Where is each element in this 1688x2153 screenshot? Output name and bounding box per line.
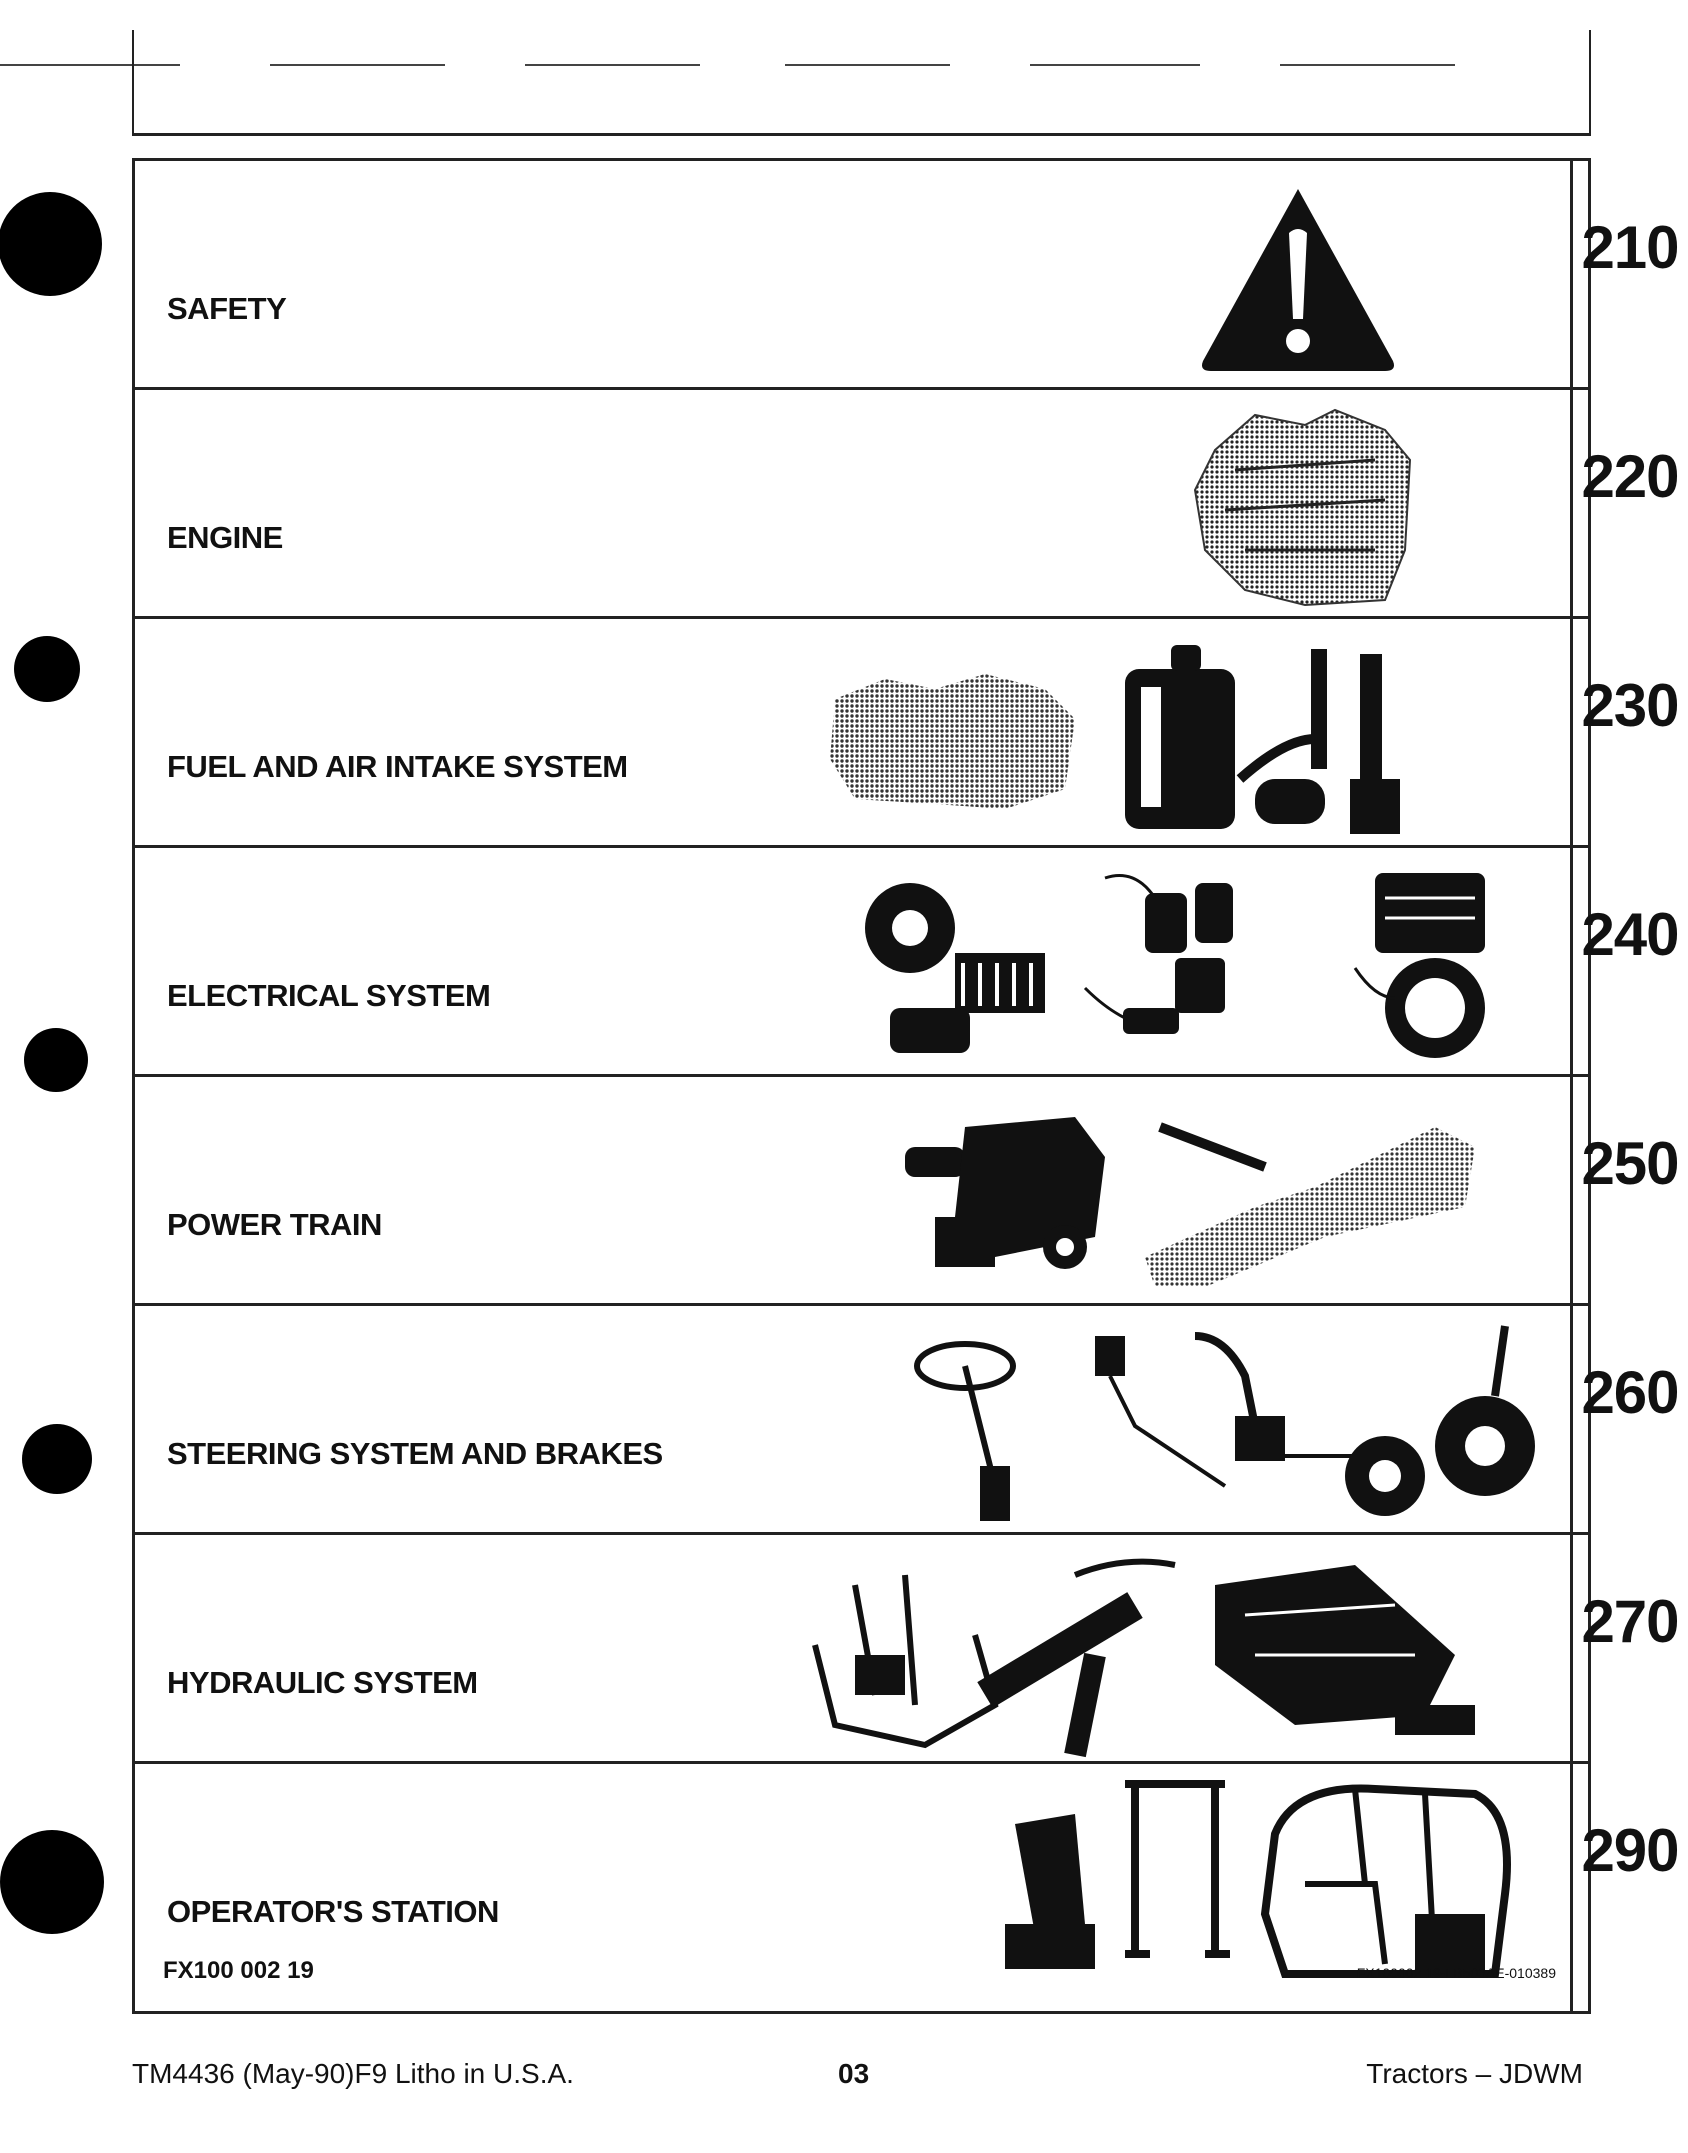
fuel-air-intake-illustration — [815, 629, 1565, 839]
binder-hole — [22, 1424, 92, 1494]
section-row-operators-station[interactable] — [135, 1764, 1679, 1993]
section-label: FUEL AND AIR INTAKE SYSTEM — [167, 749, 628, 784]
figure-code-left: FX100 002 19 — [163, 1957, 314, 1984]
operator-station-illustration — [975, 1774, 1555, 1984]
section-index — [132, 158, 1679, 2014]
section-label: SAFETY — [167, 291, 287, 326]
tab-number: 250 — [1581, 1130, 1679, 1197]
hydraulic-system-illustration — [795, 1545, 1555, 1755]
section-row-hydraulic[interactable] — [135, 1535, 1679, 1764]
binder-hole — [24, 1028, 88, 1092]
steering-brakes-illustration — [895, 1316, 1555, 1526]
tab-number: 260 — [1581, 1359, 1679, 1426]
footer-page-number: 03 — [838, 2058, 870, 2089]
section-row-fuel-air-intake[interactable] — [135, 619, 1679, 848]
section-label: STEERING SYSTEM AND BRAKES — [167, 1436, 663, 1471]
section-label: ELECTRICAL SYSTEM — [167, 978, 491, 1013]
section-row-electrical[interactable] — [135, 848, 1679, 1077]
binder-hole — [14, 636, 80, 702]
footer-manual-info: TM4436 (May-90)F9 Litho in U.S.A. — [132, 2058, 574, 2089]
section-row-power-train[interactable] — [135, 1077, 1679, 1306]
tab-number: 210 — [1581, 214, 1679, 281]
section-label: POWER TRAIN — [167, 1207, 382, 1242]
tab-number: 230 — [1581, 672, 1679, 739]
footer-title: Tractors – JDWM — [1366, 2058, 1583, 2089]
section-row-safety[interactable] — [135, 161, 1679, 390]
tab-number: 290 — [1581, 1817, 1679, 1884]
binder-hole — [0, 1830, 104, 1934]
electrical-components-illustration — [835, 858, 1555, 1068]
binder-hole — [0, 192, 102, 296]
section-label: HYDRAULIC SYSTEM — [167, 1665, 478, 1700]
section-row-steering-brakes[interactable] — [135, 1306, 1679, 1535]
engine-illustration — [1185, 400, 1415, 610]
section-label: OPERATOR'S STATION — [167, 1894, 499, 1929]
warning-triangle-icon — [1193, 171, 1403, 381]
tab-number: 270 — [1581, 1588, 1679, 1655]
tab-number: 220 — [1581, 443, 1679, 510]
figure-code-right: FX100002 19-LB503AE-010389 — [1356, 1965, 1556, 1981]
section-row-engine[interactable] — [135, 390, 1679, 619]
tab-number: 240 — [1581, 901, 1679, 968]
top-frame — [132, 30, 1591, 136]
power-train-illustration — [875, 1087, 1555, 1297]
section-label: ENGINE — [167, 520, 283, 555]
